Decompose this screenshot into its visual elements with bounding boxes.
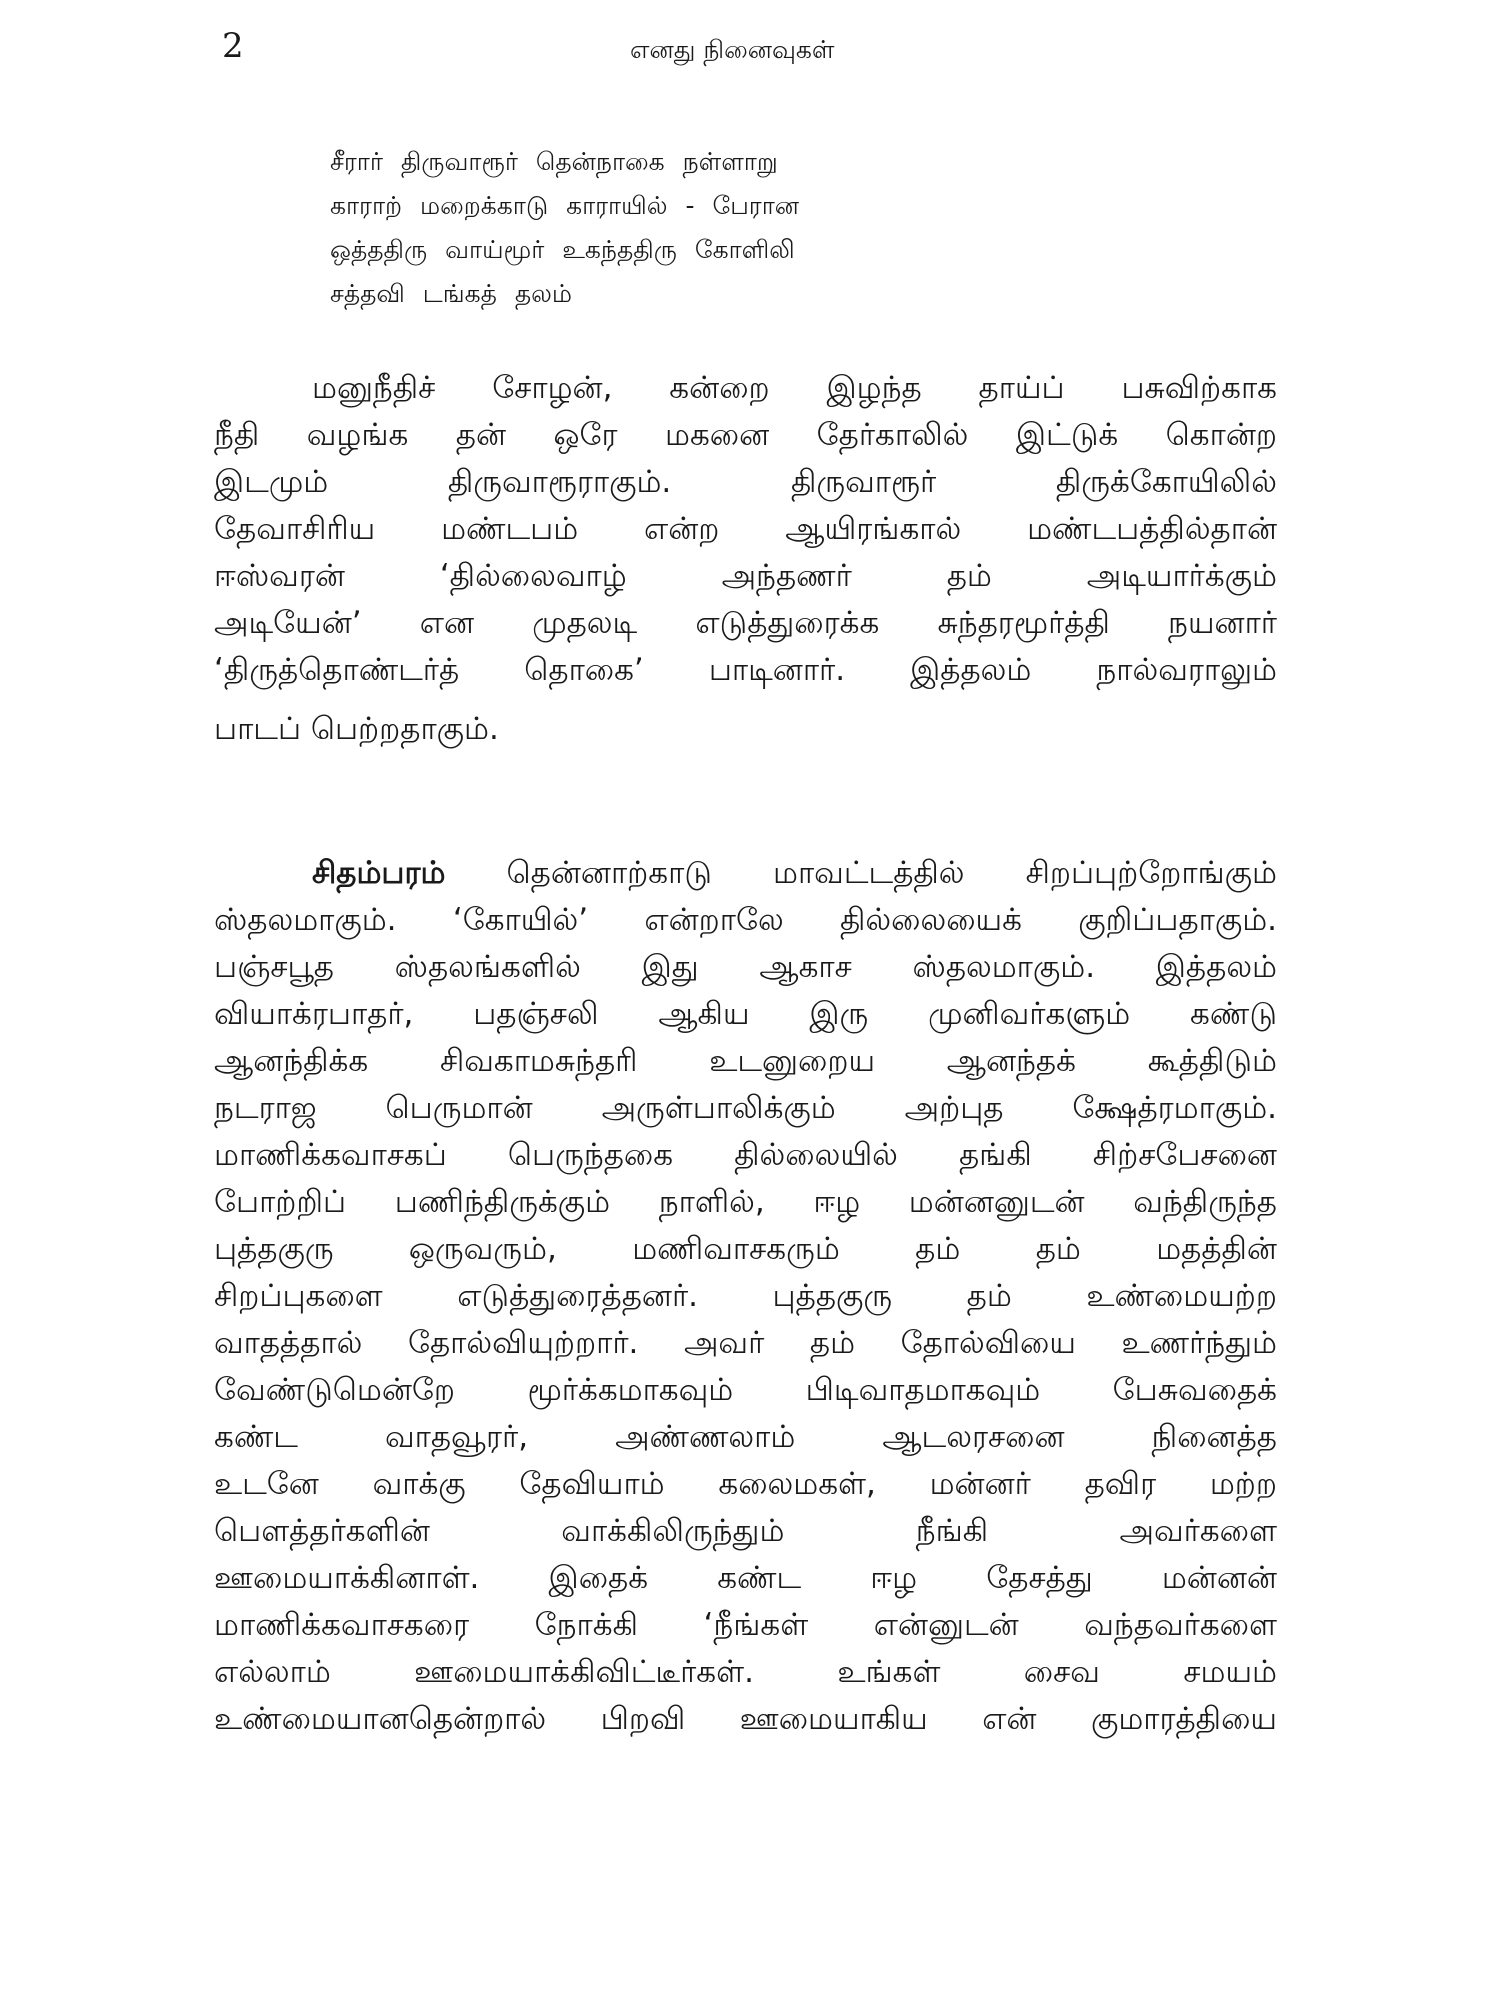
text-line: வேண்டுமென்றே மூர்க்கமாகவும் பிடிவாதமாகவும் பேசுவதைக் xyxy=(214,1372,1277,1408)
text-line: ஈஸ்வரன் ‘தில்லைவாழ் அந்தணர் தம் அடியார்க்கும் xyxy=(214,558,1277,594)
verse-line: ஒத்ததிரு வாய்மூர் உகந்ததிரு கோளிலி xyxy=(330,235,795,264)
text-line: ஸ்தலமாகும். ‘கோயில்’ என்றாலே தில்லையைக் குறிப்பதாகும். xyxy=(214,902,1277,938)
text-line: அடியேன்’ என முதலடி எடுத்துரைக்க சுந்தரமூர்த்தி நயனார் xyxy=(214,605,1277,641)
text-line: புத்தகுரு ஒருவரும், மணிவாசகரும் தம் தம் மதத்தின் xyxy=(214,1231,1277,1267)
text-line: நடராஜ பெருமான் அருள்பாலிக்கும் அற்புத க்ஷேத்ரமாகும். xyxy=(214,1090,1277,1126)
text-line: பௌத்தர்களின் வாக்கிலிருந்தும் நீங்கி அவர்களை xyxy=(214,1513,1277,1549)
text-line: பஞ்சபூத ஸ்தலங்களில் இது ஆகாச ஸ்தலமாகும். இத்தலம் xyxy=(214,949,1277,985)
text-line: இடமும் திருவாரூராகும். திருவாரூர் திருக்கோயிலில் xyxy=(214,464,1277,500)
paragraph-first-line xyxy=(214,850,1277,897)
verse-line: சீரார் திருவாரூர் தென்நாகை நள்ளாறு xyxy=(330,147,778,176)
first-line-rest: தென்னாற்காடு மாவட்டத்தில் சிறப்புற்றோங்கும் xyxy=(445,855,1277,891)
text-line: வாதத்தால் தோல்வியுற்றார். அவர் தம் தோல்வியை உணர்ந்தும் xyxy=(214,1325,1277,1361)
lead-word: சிதம்பரம் xyxy=(312,855,446,891)
text-line: மாணிக்கவாசகரை நோக்கி ‘நீங்கள் என்னுடன் வந்தவர்களை xyxy=(214,1607,1277,1643)
paragraph-manuneethi xyxy=(214,365,1277,753)
text-line: ‘திருத்தொண்டர்த் தொகை’ பாடினார். இத்தலம் நால்வராலும் xyxy=(214,652,1277,688)
text-line: மாணிக்கவாசகப் பெருந்தகை தில்லையில் தங்கி சிற்சபேசனை xyxy=(214,1137,1277,1173)
text-line: சிறப்புகளை எடுத்துரைத்தனர். புத்தகுரு தம் உண்மையற்ற xyxy=(214,1278,1277,1314)
verse-block xyxy=(330,140,1030,316)
text-line: ஆனந்திக்க சிவகாமசுந்தரி உடனுறைய ஆனந்தக் கூத்திடும் xyxy=(214,1043,1277,1079)
text-line: மனுநீதிச் சோழன், கன்றை இழந்த தாய்ப் பசுவிற்காக xyxy=(312,370,1277,406)
verse-line: சத்தவி டங்கத் தலம் xyxy=(330,279,572,308)
text-line: வியாக்ரபாதர், பதஞ்சலி ஆகிய இரு முனிவர்களும் கண்டு xyxy=(214,996,1277,1032)
text-line: போற்றிப் பணிந்திருக்கும் நாளில், ஈழ மன்னனுடன் வந்திருந்த xyxy=(214,1184,1277,1220)
text-line: எல்லாம் ஊமையாக்கிவிட்டீர்கள். உங்கள் சைவ சமயம் xyxy=(214,1654,1277,1690)
text-line: பாடப் பெற்றதாகும். xyxy=(214,711,499,747)
text-line: நீதி வழங்க தன் ஒரே மகனை தேர்காலில் இட்டுக் கொன்ற xyxy=(214,417,1277,453)
page-number: 2 xyxy=(222,26,244,66)
running-title: எனது நினைவுகள் xyxy=(630,35,835,64)
text-line: கண்ட வாதவூரர், அண்ணலாம் ஆடலரசனை நினைத்த xyxy=(214,1419,1277,1455)
text-line: தேவாசிரிய மண்டபம் என்ற ஆயிரங்கால் மண்டபத்தில்தான் xyxy=(214,511,1277,547)
text-line: ஊமையாக்கினாள். இதைக் கண்ட ஈழ தேசத்து மன்னன் xyxy=(214,1560,1277,1596)
text-line: உடனே வாக்கு தேவியாம் கலைமகள், மன்னர் தவிர மற்ற xyxy=(214,1466,1277,1502)
paragraph-chidambaram xyxy=(214,850,1277,1743)
verse-line: காராற் மறைக்காடு காராயில் - பேரான xyxy=(330,191,800,220)
text-line: உண்மையானதென்றால் பிறவி ஊமையாகிய என் குமாரத்தியை xyxy=(214,1701,1277,1737)
